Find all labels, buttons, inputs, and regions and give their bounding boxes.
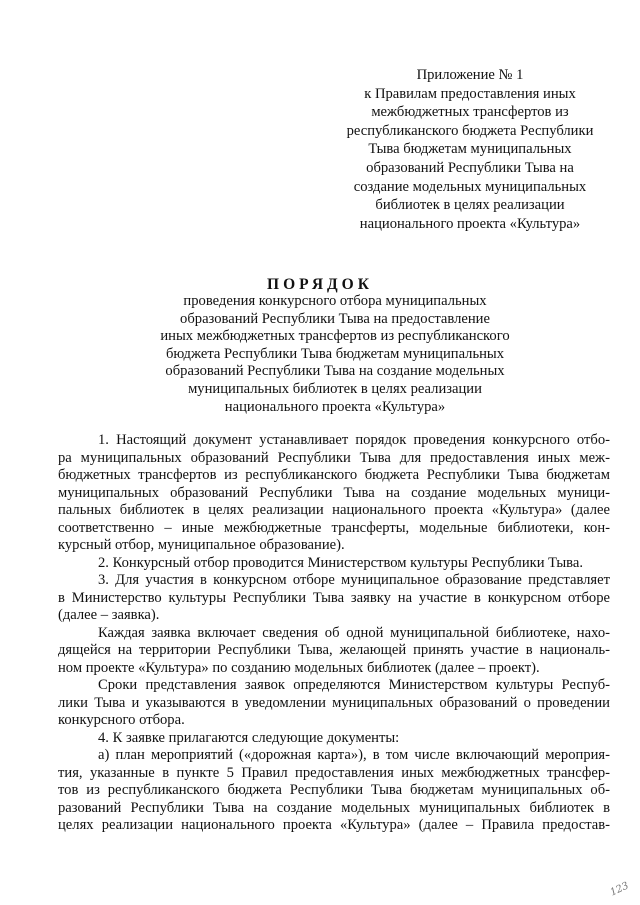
- appendix-line: к Правилам предоставления иных: [364, 85, 576, 102]
- document-subtitle: [90, 293, 580, 416]
- appendix-line: создание модельных муниципальных: [353, 178, 587, 195]
- subtitle-line: бюджета Республики Тыва бюджетам муниципальных: [165, 345, 505, 362]
- appendix-header: [330, 66, 610, 233]
- appendix-line: образований Республики Тыва на: [366, 159, 574, 176]
- paragraph-line: Сроки представления заявок определяются Министерством культуры Респуб-: [98, 677, 610, 693]
- appendix-line: библиотек в целях реализации: [375, 197, 565, 214]
- paragraph-line: муниципальных образований Республики Тыва на создание модельных муници-: [58, 484, 610, 501]
- subtitle-line: иных межбюджетных трансфертов из республиканского: [160, 328, 510, 345]
- paragraph-line: курсный отбор, муниципальное образование).: [58, 537, 345, 553]
- appendix-line: Приложение № 1: [416, 67, 524, 83]
- paragraph-line: лики Тыва и указываются в уведомлении муниципальных образований о проведении: [58, 694, 610, 711]
- document-title: ПОРЯДОК: [267, 276, 373, 293]
- subtitle-line: образований Республики Тыва на создание модельных: [165, 363, 505, 380]
- handwritten-page-number: 123: [608, 880, 631, 899]
- paragraph-line: конкурсного отбора.: [58, 712, 185, 728]
- paragraph-line: 4. К заявке прилагаются следующие документы:: [98, 729, 400, 746]
- paragraph-line: ном проекте «Культура» по созданию модельных библиотек (далее – проект).: [58, 659, 540, 676]
- paragraph-line: тов из республиканского бюджета Республики Тыва бюджетам муниципальных об-: [58, 782, 610, 798]
- paragraph-line: а) план мероприятий («дорожная карта»), в том числе включающий мероприя-: [98, 747, 610, 763]
- document-body: [58, 432, 610, 835]
- paragraph-line: Каждая заявка включает сведения об одной муниципальной библиотеке, нахо-: [98, 624, 610, 641]
- subtitle-line: муниципальных библиотек в целях реализации: [188, 380, 482, 397]
- appendix-line: Тыва бюджетам муниципальных: [368, 141, 572, 158]
- paragraph-line: тия, указанные в пункте 5 Правил предоставления иных межбюджетных трансфер-: [58, 764, 610, 781]
- subtitle-line: проведения конкурсного отбора муниципальных: [183, 293, 487, 309]
- paragraph-line: соответственно – иные межбюджетные трансферты, модельные библиотеки, кон-: [58, 519, 610, 536]
- subtitle-line: образований Республики Тыва на предоставление: [180, 310, 490, 327]
- paragraph-line: 3. Для участия в конкурсном отборе муниципальное образование представляет: [98, 572, 610, 588]
- subtitle-line: национального проекта «Культура»: [224, 398, 446, 415]
- paragraph-line: 1. Настоящий документ устанавливает порядок проведения конкурсного отбо-: [98, 432, 610, 448]
- paragraph-line: ра муниципальных образований Республики Тыва для предоставления иных меж-: [58, 449, 610, 466]
- appendix-line: республиканского бюджета Республики: [346, 122, 594, 139]
- appendix-line: межбюджетных трансфертов из: [371, 104, 569, 121]
- paragraph-line: бюджетных трансфертов из республиканского бюджета Республики Тыва бюджетам: [58, 467, 610, 483]
- paragraph-line: в Министерство культуры Республики Тыва заявку на участие в конкурсном отборе: [58, 589, 610, 606]
- appendix-line: национального проекта «Культура»: [359, 215, 581, 232]
- paragraph-line: 2. Конкурсный отбор проводится Министерством культуры Республики Тыва.: [98, 554, 583, 571]
- paragraph-line: целях реализации национального проекта «Культура» (далее – Правила предостав-: [58, 817, 610, 833]
- paragraph-line: разований Республики Тыва на создание модельных муниципальных библиотек в: [58, 799, 610, 816]
- paragraph-line: (далее – заявка).: [58, 607, 160, 623]
- paragraph-line: пальных библиотек в целях реализации национального проекта «Культура» (далее: [58, 502, 610, 518]
- paragraph-line: дящейся на территории Республики Тыва, желающей принять участие в националь-: [58, 642, 610, 658]
